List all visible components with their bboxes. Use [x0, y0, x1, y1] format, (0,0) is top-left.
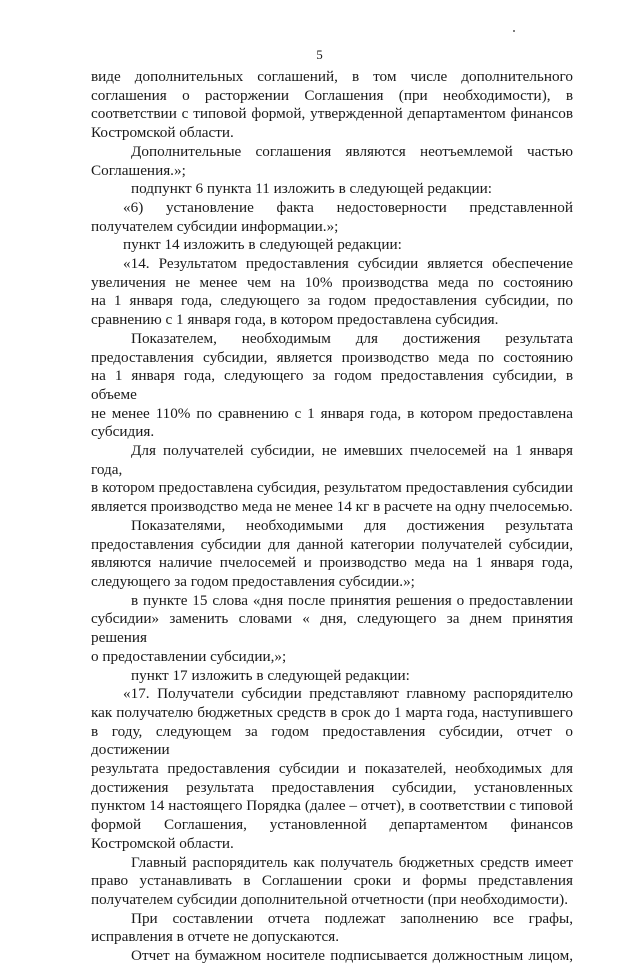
- text-line: получателем субсидии информации.»;: [91, 217, 339, 235]
- text-line: на 1 января года, следующего за годом предоставления субсидии, в объеме: [91, 367, 573, 403]
- text-line: получателем субсидии дополнительной отчетности (при необходимости).: [91, 890, 569, 908]
- text-line: о предоставлении субсидии,»;: [91, 647, 287, 665]
- text-line: предоставления субсидии, является производство меда по состоянию: [91, 348, 573, 366]
- text-line: право устанавливать в Соглашении сроки и формы представления: [91, 872, 573, 890]
- text-line: исправления в отчете не допускаются.: [91, 928, 340, 946]
- text-line: Соглашения.»;: [91, 161, 186, 179]
- text-line: как получателю бюджетных средств в срок до 1 марта года, наступившего: [91, 703, 573, 721]
- text-line: в котором предоставлена субсидия, результатом предоставления субсидии: [91, 479, 573, 497]
- text-line: соглашения о расторжении Соглашения (при необходимости), в: [91, 86, 573, 104]
- text-line: соответствии с типовой формой, утвержденной департаментом финансов: [91, 105, 573, 123]
- text-line: пункт 14 изложить в следующей редакции:: [123, 236, 402, 254]
- text-line: Главный распорядитель как получатель бюджетных средств имеет: [131, 853, 573, 871]
- text-line: увеличения не менее чем на 10% производства меда по состоянию: [91, 273, 573, 291]
- text-line: «14. Результатом предоставления субсидии является обеспечение: [123, 255, 573, 273]
- page-number: 5: [316, 47, 323, 62]
- text-line: «6) установление факта недостоверности представленной: [123, 198, 573, 216]
- text-line: подпункт 6 пункта 11 изложить в следующей редакции:: [131, 180, 493, 198]
- text-line: При составлении отчета подлежат заполнению все графы,: [131, 909, 573, 927]
- text-line: пунктом 14 настоящего Порядка (далее – отчет), в соответствии с типовой: [91, 797, 573, 815]
- text-line: Дополнительные соглашения являются неотъемлемой частью: [131, 142, 573, 160]
- text-line: субсидия.: [91, 423, 155, 441]
- text-line: субсидии» заменить словами « дня, следующего за днем принятия решения: [91, 610, 573, 647]
- text-line: виде дополнительных соглашений, в том числе дополнительного: [91, 68, 573, 85]
- text-line: являются наличие пчелосемей и производство меда на 1 января года,: [91, 554, 573, 572]
- document-body: [91, 68, 573, 966]
- text-line: «17. Получатели субсидии представляют главному распорядителю: [123, 685, 573, 703]
- text-line: пункт 17 изложить в следующей редакции:: [131, 666, 410, 684]
- text-line: Костромской области.: [91, 834, 234, 852]
- scan-mark: [513, 30, 515, 32]
- text-line: сравнению с 1 января года, в котором предоставлена субсидия.: [91, 311, 499, 329]
- text-line: следующего за годом предоставления субсидии.»;: [91, 572, 415, 590]
- text-line: является производство меда не менее 14 кг в расчете на одну пчелосемью.: [91, 498, 573, 516]
- text-line: не менее 110% по сравнению с 1 января года, в котором предоставлена: [91, 404, 573, 422]
- text-line: предоставления субсидии для данной категории получателей субсидии,: [91, 535, 573, 553]
- text-line: Отчет на бумажном носителе подписывается должностным лицом,: [131, 947, 573, 965]
- text-line: Костромской области.: [91, 124, 234, 142]
- text-line: в пункте 15 слова «дня после принятия решения о предоставлении: [131, 591, 573, 609]
- text-line: на 1 января года, следующего за годом предоставления субсидии, по: [91, 292, 573, 310]
- text-line: Показателями, необходимыми для достижения результата: [131, 516, 573, 534]
- text-line: достижения результата предоставления субсидии, установленных: [91, 778, 573, 796]
- text-line: формой Соглашения, установленной департаментом финансов: [91, 816, 573, 834]
- text-line: Показателем, необходимым для достижения результата: [131, 329, 573, 347]
- text-line: в году, следующем за годом предоставления субсидии, отчет о достижении: [91, 722, 573, 759]
- text-line: результата предоставления субсидии и показателей, необходимых для: [91, 760, 573, 778]
- text-line: Для получателей субсидии, не имевших пчелосемей на 1 января года,: [91, 442, 573, 478]
